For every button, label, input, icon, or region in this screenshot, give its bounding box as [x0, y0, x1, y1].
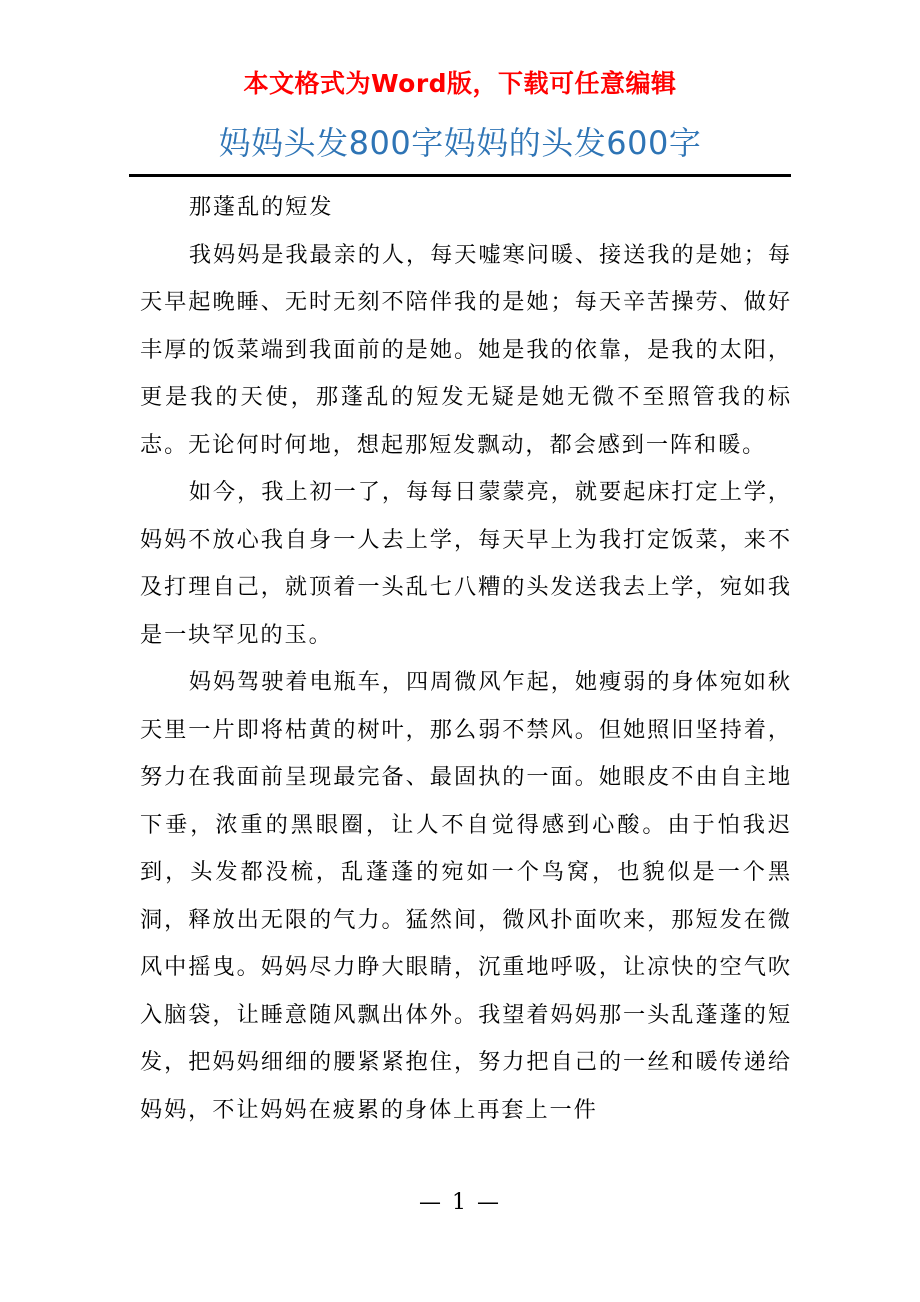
paragraph: 如今，我上初一了，每每日蒙蒙亮，就要起床打定上学，妈妈不放心我自身一人去上学，每天早上为我打定饭菜，来不及打理自己，就顶着一头乱七八糟的头发送我去上学，宛如我是一块罕见的玉。	[140, 479, 792, 648]
format-notice: 本文格式为Word版，下载可任意编辑	[243, 69, 677, 98]
paragraph-subtitle: 那蓬乱的短发	[188, 194, 334, 220]
document-title: 妈妈头发800字妈妈的头发600字	[218, 124, 702, 162]
paragraph: 我妈妈是我最亲的人，每天嘘寒问暖、接送我的是她；每天早起晚睡、无时无刻不陪伴我的是她；每天辛苦操劳、做好丰厚的饭菜端到我面前的是她。她是我的依靠，是我的太阳，更是我的天使，那蓬乱的短发无疑是她无微不至照管我的标志。无论何时何地，想起那短发飘动，都会感到一阵和暖。	[140, 241, 792, 458]
paragraph: 妈妈驾驶着电瓶车，四周微风乍起，她瘦弱的身体宛如秋天里一片即将枯黄的树叶，那么弱不禁风。但她照旧坚持着，努力在我面前呈现最完备、最固执的一面。她眼皮不由自主地下垂，浓重的黑眼圈，让人不自觉得感到心酸。由于怕我迟到，头发都没梳，乱蓬蓬的宛如一个鸟窝，也貌似是一个黑洞，释放出无限的气力。猛然间，微风扑面吹来，那短发在微风中摇曳。妈妈尽力睁大眼睛，沉重地呼吸，让凉快的空气吹入脑袋，让睡意随风飘出体外。我望着妈妈那一头乱蓬蓬的短发，把妈妈细细的腰紧紧抱住，努力把自己的一丝和暖传递给妈妈，不让妈妈在疲累的身体上再套上一件	[140, 669, 792, 1123]
title-divider	[129, 174, 791, 177]
page-number: — 1 —	[419, 1190, 501, 1215]
document-body	[140, 184, 792, 1134]
